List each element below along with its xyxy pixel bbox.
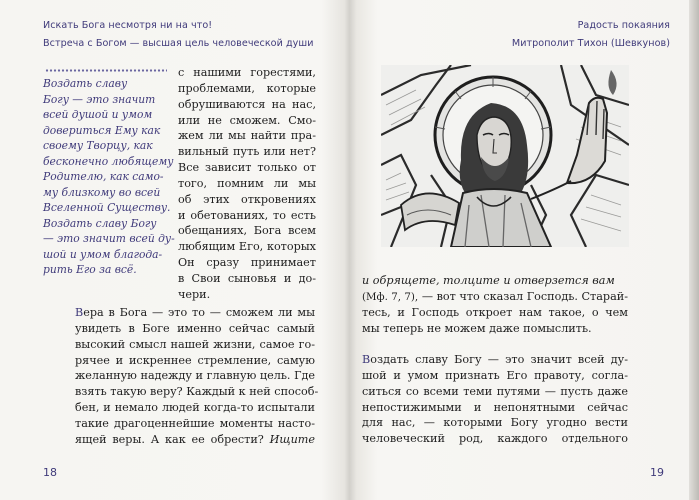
- scripture-reference: (Мф. 7, 7),: [362, 290, 419, 303]
- page-number-left: 18: [43, 466, 57, 479]
- paragraph-initial: В: [362, 353, 371, 366]
- pullquote-line: довериться Ему как: [43, 123, 161, 137]
- pullquote-line: Богу — это значит: [43, 92, 156, 106]
- right-page-paragraph-2: [362, 352, 628, 447]
- text-line: шой и умом признать Его правоту, согла-: [362, 368, 628, 382]
- text-line: или не сможем. Смо-: [178, 113, 316, 127]
- text-line: чери.: [178, 287, 211, 301]
- text-line: мы теперь не можем даже помыслить.: [362, 321, 592, 335]
- running-head-left-title: Искать Бога несмотря ни на что!: [43, 20, 213, 31]
- pullquote-line: — это значит всей ду-: [43, 232, 175, 245]
- pullquote-line: всей душой и умом: [43, 108, 153, 121]
- left-page-paragraph: [75, 305, 319, 448]
- text-line: и обетованиях, то есть: [178, 208, 316, 222]
- text-line: ящей веры. А как ее обрести?: [75, 432, 264, 446]
- text-line: взять такую веру? Каждый к ней способ-: [75, 385, 319, 399]
- pullquote-dotted-rule: [45, 69, 167, 72]
- italic-word: Ищите: [269, 432, 316, 446]
- pullquote-line: Родителю, как само-: [43, 170, 164, 183]
- text-line: любящим Его, которых: [178, 240, 316, 254]
- text-line: — вот что сказал Господь. Старай-: [421, 289, 628, 303]
- text-line: непостижимыми и непонятными сейчас: [362, 400, 628, 414]
- pullquote-line: бесконечно любящему: [43, 154, 174, 168]
- text-line: желанную надежду и главную цель. Где: [75, 369, 315, 383]
- text-line: обрушиваются на нас,: [178, 97, 316, 111]
- text-line: с нашими горестями,: [178, 66, 316, 79]
- text-line: того, помним ли мы: [178, 176, 316, 190]
- text-line: Он сразу принимает: [178, 256, 316, 270]
- page-number-right: 19: [650, 466, 664, 479]
- pullquote-line: своему Творцу, как: [43, 139, 153, 152]
- left-page-narrow-column: [178, 65, 316, 303]
- pullquote-line: шой и умом благода-: [43, 247, 163, 261]
- text-line: в Свои сыновья и до-: [178, 271, 316, 285]
- text-line: оздать славу Богу — это значит всей ду-: [370, 353, 628, 366]
- text-line: тесь, и Господь откроет нам такое, о чем: [362, 305, 628, 319]
- text-line: Все зависит только от: [178, 161, 316, 175]
- pullquote-line: му близкому во всей: [43, 185, 161, 199]
- page-edge: [689, 0, 699, 500]
- pullquote-line: Воздать славу: [43, 77, 128, 90]
- text-line: бен, и немало людей когда-то испытали: [75, 401, 315, 415]
- text-line: ситься со всеми теми путями — пусть даже: [362, 384, 628, 398]
- running-head-right-title: Радость покаяния: [577, 20, 670, 31]
- right-page-paragraph-1: [362, 273, 628, 336]
- pullquote: [43, 76, 177, 278]
- paragraph-initial: В: [75, 306, 84, 319]
- italic-quote: и обрящете, толците и отверзется вам: [362, 274, 615, 287]
- text-line: человеческий род, каждого отдельного: [362, 432, 628, 446]
- text-line: жем ли мы найти пра-: [178, 129, 316, 143]
- pullquote-line: Воздать славу Богу: [43, 216, 157, 230]
- text-line: вильный путь или нет?: [178, 145, 316, 159]
- text-line: такие драгоценнейшие моменты насто-: [75, 416, 315, 430]
- running-head-right-author: Митрополит Тихон (Шевкунов): [511, 38, 670, 49]
- pullquote-line: Вселенной Существу.: [43, 201, 171, 214]
- text-line: об этих откровениях: [178, 192, 316, 206]
- illustration-svg: [381, 65, 629, 247]
- text-line: проблемами, которые: [178, 81, 316, 95]
- stained-glass-christ-icon: [381, 65, 629, 247]
- text-line: высокий смысл нашей жизни, самое го-: [75, 337, 315, 351]
- text-line: ера в Бога — это то — сможем ли мы: [83, 306, 315, 319]
- text-line: для нас, — которыми Богу угодно вести: [362, 416, 628, 430]
- running-head-left-subtitle: Встреча с Богом — высшая цель человеческой души: [43, 38, 314, 49]
- text-line: рячее и искреннее стремление, самую: [75, 353, 315, 367]
- text-line: обещаниях, Бога всем: [178, 224, 316, 238]
- text-line: увидеть в Боге именно сейчас самый: [75, 321, 315, 335]
- pullquote-line: рить Его за всё.: [43, 263, 137, 276]
